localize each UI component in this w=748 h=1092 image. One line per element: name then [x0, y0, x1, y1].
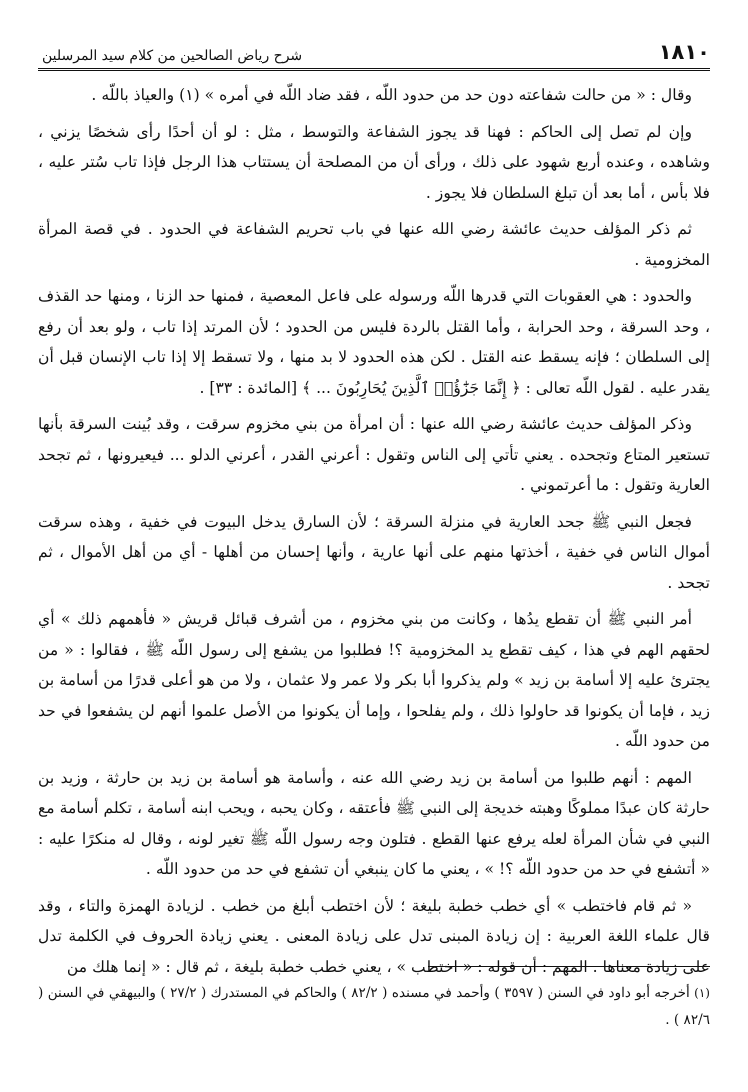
page-header: [38, 30, 710, 64]
paragraph: وقال : « من حالت شفاعته دون حد من حدود اللّه ، فقد ضاد اللّه في أمره » (١) والعياذ باللّه .: [91, 86, 692, 104]
page-body: [38, 80, 710, 984]
paragraph: والحدود : هي العقوبات التي قدرها اللّه ورسوله على فاعل المعصية ، فمنها حد الزنا ، ومنها حد القذف ، وحد السرقة ، وحد الحرابة ، وأما القتل بالردة فليس من الحدود ؛ لأن المرتد إذا تاب ، ولو بعد أن رفع إلى السلطان ؛ فإنه يسقط عنه القتل . لكن هذه الحدود لا بد منها ، ولا تسقط إلا إذا تاب الإنسان قبل أن يقدر عليه . لقول اللّه تعالى : ﴿ إِنَّمَا جَزَٰٓؤُا۟ ٱلَّذِينَ يُحَارِبُونَ ... ﴾ [المائدة : ٣٣] .: [38, 287, 710, 397]
running-title: شرح رياض الصالحين من كلام سيد المرسلين: [42, 48, 303, 64]
header-rule: [38, 68, 710, 71]
book-page: [38, 0, 710, 1092]
page-number: ١٨١٠: [658, 40, 710, 64]
paragraph: وإن لم تصل إلى الحاكم : فهنا قد يجوز الشفاعة والتوسط ، مثل : لو أن أحدًا رأى شخصًا يزني ، وشاهده ، وعنده أربع شهود على ذلك ، ورأى أن من المصلحة أن يستتاب هذا الرجل فإذا تاب سُتر عليه ، فلا بأس ، أما بعد أن تبلغ السلطان فلا يجوز .: [38, 122, 710, 202]
footnote: [38, 980, 710, 1034]
footnote-text: أخرجه أبو داود في السنن ( ٣٥٩٧ ) وأحمد في مسنده ( ٨٢/٢ ) والحاكم في المستدرك ( ٢٧/٢ ) والبيهقي في السنن ( ٨٢/٦ ) .: [38, 985, 710, 1028]
paragraph: « ثم قام فاختطب » أي خطب خطبة بليغة ؛ لأن اختطب أبلغ من خطب . لزيادة الهمزة والتاء ، وقد قال علماء اللغة العربية : إن زيادة المبنى تدل على زيادة المعنى . يعني زيادة الحروف في الكلمة تدل على زيادة معناها . المهم : أن قوله : « اختطب » ، يعني خطب خطبة بليغة ، ثم قال : « إنما هلك من: [38, 896, 710, 976]
paragraph: أمر النبي ﷺ أن تقطع يدُها ، وكانت من بني مخزوم ، من أشرف قبائل قريش « فأهمهم ذلك » أي لحقهم الهم في هذا ، كيف تقطع يد المخزومية ؟! فطلبوا من يشفع إلى رسول اللّه ﷺ ، فقالوا : « من يجترئ عليه إلا أسامة بن زيد » ولم يذكروا أبا بكر ولا عمر ولا عثمان ، ولا من هو أعلى قدرًا من أسامة بن زيد ، فإما أن يكونوا قد حاولوا ذلك ، ولم يفلحوا ، وإما أن يكونوا من الأصل علموا أنهم لن يشفعوا في حد من حدود اللّه .: [38, 610, 710, 750]
footnote-marker: (١): [694, 986, 710, 1000]
paragraph: ثم ذكر المؤلف حديث عائشة رضي الله عنها في باب تحريم الشفاعة في الحدود . في قصة المرأة المخزومية .: [38, 220, 710, 269]
paragraph: فجعل النبي ﷺ جحد العارية في منزلة السرقة ؛ لأن السارق يدخل البيوت في خفية ، وهذه سرقت أموال الناس في خفية ، أخذتها منهم على أنها عارية ، وأنها إحسان من أهلها - أي من أهل الأموال ، ثم تجحد .: [38, 512, 710, 592]
paragraph: وذكر المؤلف حديث عائشة رضي الله عنها : أن امرأة من بني مخزوم سرقت ، وقد بُينت السرقة بأنها تستعير المتاع وتجحده . يعني تأتي إلى الناس وتقول : أعرني القدر ، أعرني الدلو ... فيعيرونها ، ثم تجحد العارية وتقول : ما أعرتموني .: [38, 415, 710, 494]
paragraph: المهم : أنهم طلبوا من أسامة بن زيد رضي الله عنه ، وأسامة هو أسامة بن زيد بن حارثة ، وزيد بن حارثة كان عبدًا مملوكًا وهبته خديجة إلى النبي ﷺ فأعتقه ، وكان يحبه ، ويحب ابنه أسامة ، تكلم أسامة مع النبي في شأن المرأة لعله يرفع عنها القطع . فتلون وجه رسول اللّه ﷺ تغير لونه ، وقال له منكرًا عليه : « أتشفع في حد من حدود اللّه ؟! » ، يعني ما كان ينبغي أن تشفع في حد من حدود اللّه .: [38, 768, 710, 878]
footnote-rule: [428, 966, 710, 967]
